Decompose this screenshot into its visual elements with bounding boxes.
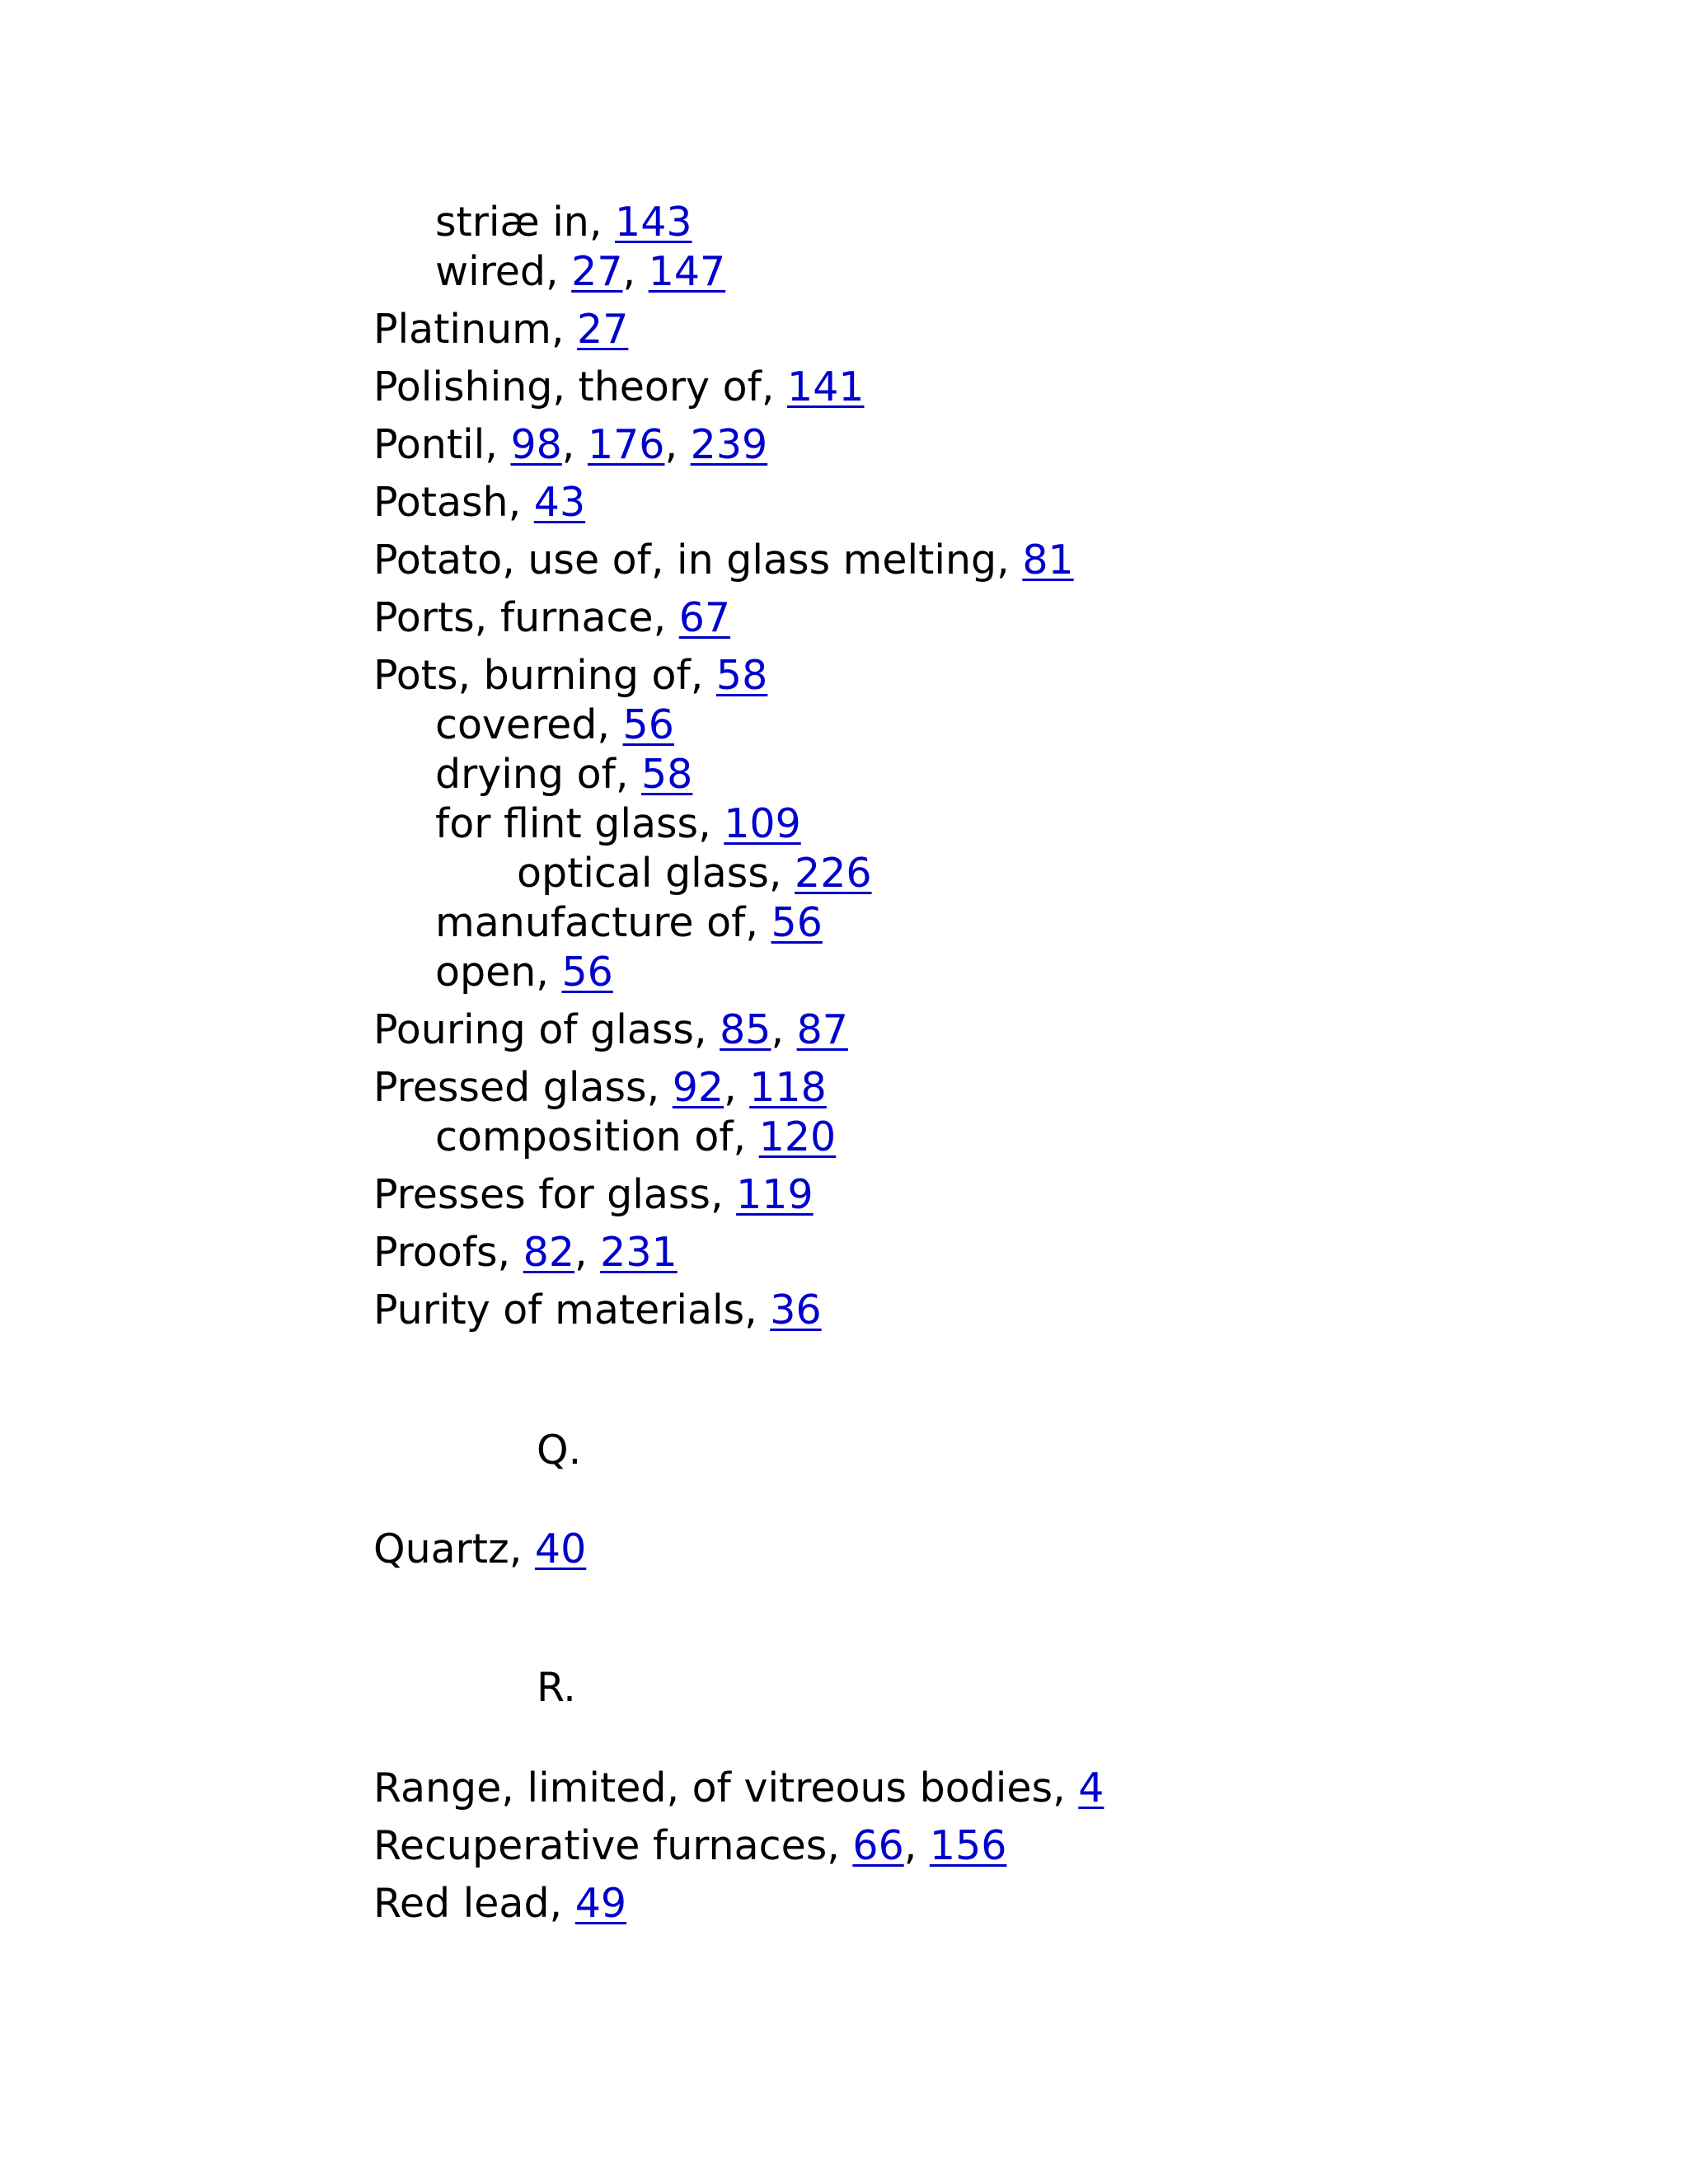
page-link[interactable]: 147 bbox=[648, 248, 726, 295]
page-link[interactable]: 36 bbox=[770, 1286, 822, 1333]
index-term: for flint glass, bbox=[435, 800, 724, 847]
page-link[interactable]: 67 bbox=[678, 594, 731, 641]
page-separator: , bbox=[771, 1006, 797, 1053]
index-term: drying of, bbox=[435, 751, 641, 798]
page-link[interactable]: 58 bbox=[640, 751, 693, 798]
page-separator: , bbox=[724, 1064, 750, 1111]
index-entry bbox=[373, 1005, 848, 1055]
index-term: wired, bbox=[435, 248, 572, 295]
page-link[interactable]: 231 bbox=[600, 1229, 678, 1276]
index-term: Pots, burning of, bbox=[373, 652, 716, 699]
index-entry bbox=[435, 750, 692, 799]
index-term: striæ in, bbox=[435, 199, 616, 246]
page-link[interactable]: 82 bbox=[523, 1229, 575, 1276]
index-term: Recuperative furnaces, bbox=[373, 1822, 853, 1869]
index-term: Purity of materials, bbox=[373, 1286, 771, 1333]
page-link[interactable]: 43 bbox=[533, 479, 586, 526]
index-term: Potato, use of, in glass melting, bbox=[373, 537, 1023, 583]
index-entry bbox=[517, 849, 872, 898]
section-heading-r: R. bbox=[537, 1664, 576, 1711]
page-link[interactable]: 92 bbox=[672, 1064, 724, 1111]
index-term: Quartz, bbox=[373, 1526, 535, 1572]
index-term: optical glass, bbox=[517, 850, 795, 897]
index-term: Pressed glass, bbox=[373, 1064, 673, 1111]
page-link[interactable]: 4 bbox=[1078, 1765, 1104, 1811]
page-link[interactable]: 120 bbox=[758, 1113, 837, 1160]
index-entry bbox=[373, 593, 730, 643]
index-entry bbox=[373, 420, 767, 470]
index-entry bbox=[373, 1170, 814, 1220]
page-separator: , bbox=[574, 1229, 601, 1276]
page-link[interactable]: 56 bbox=[771, 899, 823, 946]
index-term: Pontil, bbox=[373, 421, 511, 468]
index-entry bbox=[435, 898, 823, 948]
index-entry bbox=[373, 1286, 822, 1335]
index-entry bbox=[435, 948, 613, 997]
index-term: Proofs, bbox=[373, 1229, 523, 1276]
page-separator: , bbox=[561, 421, 588, 468]
index-term: Pouring of glass, bbox=[373, 1006, 720, 1053]
page-link[interactable]: 239 bbox=[690, 421, 768, 468]
page-link[interactable]: 226 bbox=[795, 850, 872, 897]
index-term: Red lead, bbox=[373, 1880, 575, 1927]
section-heading-q: Q. bbox=[537, 1427, 582, 1474]
page-link[interactable]: 118 bbox=[749, 1064, 827, 1111]
index-entry bbox=[373, 536, 1074, 585]
index-entry bbox=[373, 1764, 1104, 1813]
page-separator: , bbox=[622, 248, 649, 295]
index-entry bbox=[435, 799, 801, 849]
index-term: Ports, furnace, bbox=[373, 594, 679, 641]
page-link[interactable]: 109 bbox=[724, 800, 801, 847]
page-link[interactable]: 119 bbox=[736, 1171, 814, 1218]
page-link[interactable]: 176 bbox=[587, 421, 665, 468]
page-link[interactable]: 56 bbox=[622, 701, 674, 748]
page-link[interactable]: 156 bbox=[929, 1822, 1007, 1869]
index-term: composition of, bbox=[435, 1113, 759, 1160]
index-entry bbox=[373, 305, 628, 354]
index-term: open, bbox=[435, 949, 562, 996]
index-entry bbox=[435, 701, 674, 750]
index-term: Range, limited, of vitreous bodies, bbox=[373, 1765, 1079, 1811]
page-link[interactable]: 85 bbox=[720, 1006, 771, 1053]
page-link[interactable]: 87 bbox=[796, 1006, 848, 1053]
page-link[interactable]: 143 bbox=[615, 199, 692, 246]
page-link[interactable]: 66 bbox=[852, 1822, 904, 1869]
page-link[interactable]: 56 bbox=[561, 949, 613, 996]
index-entry bbox=[373, 1821, 1006, 1871]
index-term: manufacture of, bbox=[435, 899, 771, 946]
index-term: Presses for glass, bbox=[373, 1171, 737, 1218]
index-term: Platinum, bbox=[373, 306, 578, 353]
index-entry bbox=[373, 1525, 586, 1574]
page-link[interactable]: 49 bbox=[574, 1880, 627, 1927]
index-entry bbox=[435, 1113, 836, 1162]
page-separator: , bbox=[903, 1822, 930, 1869]
index-term: Potash, bbox=[373, 479, 534, 526]
page-link[interactable]: 27 bbox=[571, 248, 623, 295]
page-link[interactable]: 81 bbox=[1022, 537, 1074, 583]
index-entry bbox=[373, 478, 585, 527]
index-term: Polishing, theory of, bbox=[373, 363, 788, 410]
page-link[interactable]: 58 bbox=[715, 652, 768, 699]
page-link[interactable]: 98 bbox=[510, 421, 562, 468]
index-entry bbox=[435, 198, 692, 247]
index-entry bbox=[373, 1879, 626, 1929]
index-entry bbox=[373, 363, 865, 412]
page-link[interactable]: 27 bbox=[577, 306, 629, 353]
index-term: covered, bbox=[435, 701, 623, 748]
index-entry bbox=[373, 1063, 827, 1113]
index-entry bbox=[435, 247, 725, 297]
page-link[interactable]: 141 bbox=[787, 363, 865, 410]
page-link[interactable]: 40 bbox=[534, 1526, 587, 1572]
index-entry bbox=[373, 1228, 678, 1277]
index-entry bbox=[373, 651, 767, 701]
page-separator: , bbox=[664, 421, 691, 468]
